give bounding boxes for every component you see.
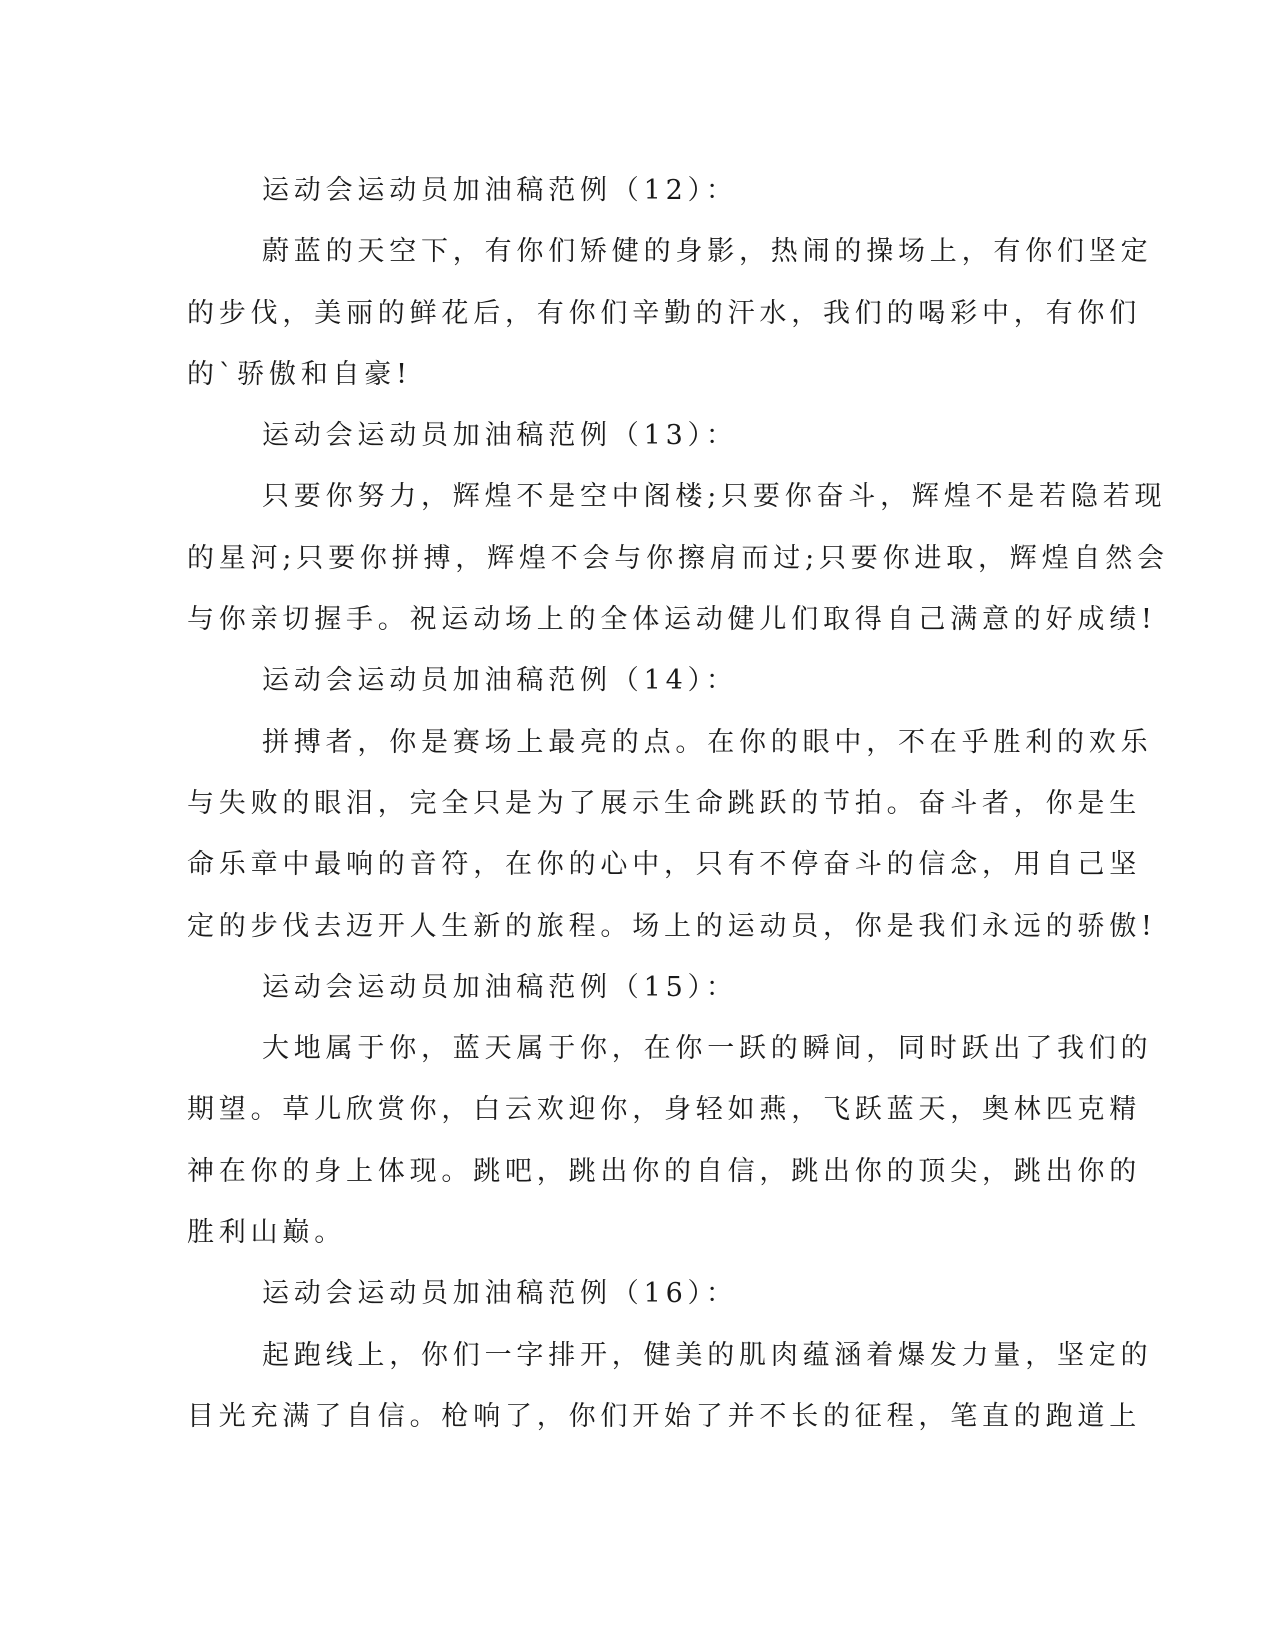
- document-body: [187, 160, 1169, 1447]
- section-heading-14: 运动会运动员加油稿范例（14）：: [262, 665, 738, 697]
- paragraph-line: 命乐章中最响的音符，在你的心中，只有不停奋斗的信念，用自己坚: [187, 849, 1141, 881]
- paragraph-line: 只要你努力，辉煌不是空中阁楼;只要你奋斗，辉煌不是若隐若现: [262, 481, 1167, 513]
- section-paragraph-13: [187, 466, 1169, 650]
- paragraph-line: 与你亲切握手。祝运动场上的全体运动健儿们取得自己满意的好成绩!: [187, 604, 1157, 636]
- section-paragraph-15: [187, 1018, 1153, 1263]
- paragraph-line: 胜利山巅。: [187, 1217, 346, 1249]
- paragraph-line: 蔚蓝的天空下，有你们矫健的身影，热闹的操场上，有你们坚定: [262, 236, 1153, 268]
- paragraph-line: 大地属于你，蓝天属于你，在你一跃的瞬间，同时跃出了我们的: [262, 1033, 1153, 1065]
- paragraph-line: 定的步伐去迈开人生新的旅程。场上的运动员，你是我们永远的骄傲!: [187, 910, 1157, 942]
- section-paragraph-16: [187, 1325, 1153, 1448]
- paragraph-line: 起跑线上，你们一字排开，健美的肌肉蕴涵着爆发力量，坚定的: [262, 1339, 1153, 1371]
- paragraph-line: 的星河;只要你拼搏，辉煌不会与你擦肩而过;只要你进取，辉煌自然会: [187, 542, 1169, 574]
- section-heading-16: 运动会运动员加油稿范例（16）：: [262, 1278, 738, 1310]
- section-heading-15: 运动会运动员加油稿范例（15）：: [262, 971, 738, 1003]
- section-heading-13: 运动会运动员加油稿范例（13）：: [262, 420, 738, 452]
- paragraph-line: 与失败的眼泪，完全只是为了展示生命跳跃的节拍。奋斗者，你是生: [187, 787, 1141, 819]
- section-paragraph-12: [187, 221, 1153, 405]
- paragraph-line: 的步伐，美丽的鲜花后，有你们辛勤的汗水，我们的喝彩中，有你们: [187, 297, 1141, 329]
- paragraph-line: 神在你的身上体现。跳吧，跳出你的自信，跳出你的顶尖，跳出你的: [187, 1155, 1141, 1187]
- section-heading-12: 运动会运动员加油稿范例（12）：: [262, 175, 738, 206]
- paragraph-line: 的`骄傲和自豪!: [187, 358, 412, 390]
- paragraph-line: 目光充满了自信。枪响了，你们开始了并不长的征程，笔直的跑道上: [187, 1400, 1141, 1432]
- paragraph-line: 拼搏者，你是赛场上最亮的点。在你的眼中，不在乎胜利的欢乐: [262, 726, 1153, 758]
- section-paragraph-14: [187, 712, 1157, 957]
- paragraph-line: 期望。草儿欣赏你，白云欢迎你，身轻如燕，飞跃蓝天，奥林匹克精: [187, 1094, 1141, 1126]
